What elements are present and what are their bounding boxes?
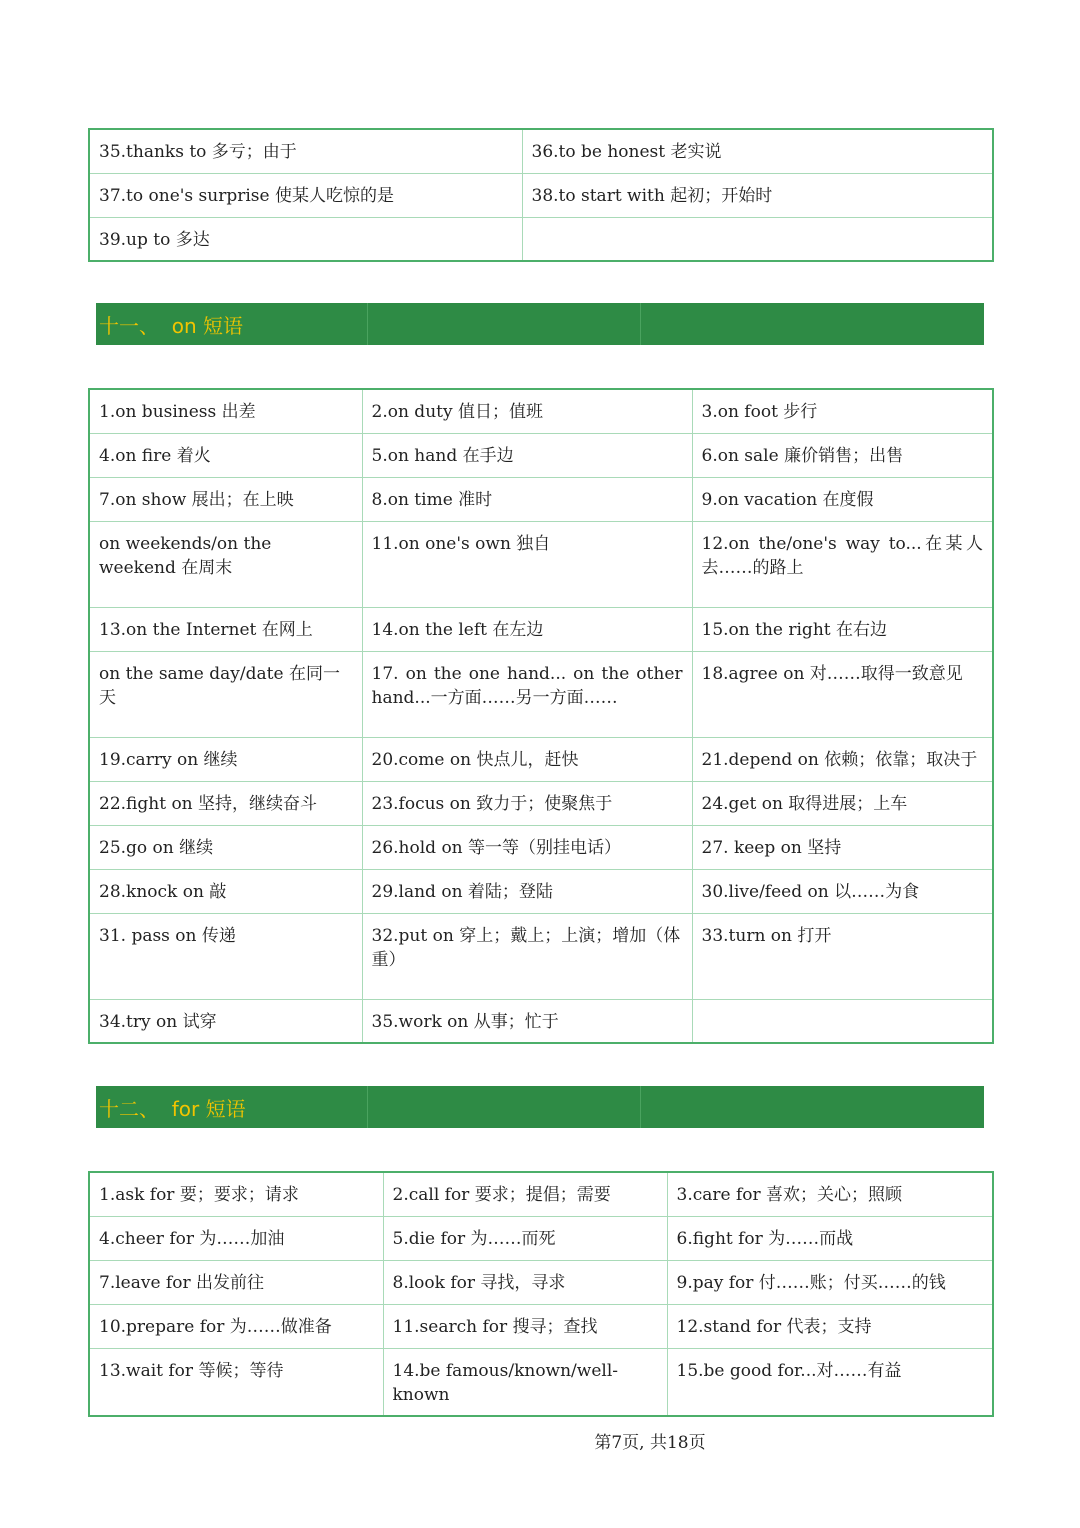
table-cell: 36.to be honest 老实说: [522, 129, 993, 173]
table-cell: 23.focus on 致力于；使聚焦于: [362, 781, 692, 825]
table-cell: 13.wait for 等候；等待: [89, 1348, 383, 1416]
table-cell: 22.fight on 坚持，继续奋斗: [89, 781, 362, 825]
table-cell: 1.on business 出差: [89, 389, 362, 433]
table-cell: 15.be good for...对……有益: [667, 1348, 993, 1416]
table-cell: 27. keep on 坚持: [692, 825, 993, 869]
table-cell: 38.to start with 起初；开始时: [522, 173, 993, 217]
table-cell: 9.pay for 付……账；付买……的钱: [667, 1260, 993, 1304]
table-cell: 37.to one's surprise 使某人吃惊的是: [89, 173, 522, 217]
table-cell: 24.get on 取得进展；上车: [692, 781, 993, 825]
table-cell: on weekends/on the weekend 在周末: [89, 521, 362, 607]
table-cell: 6.fight for 为……而战: [667, 1216, 993, 1260]
table-cell: 17. on the one hand... on the other hand...一方面……另一方面……: [362, 651, 692, 737]
table-cell: 29.land on 着陆；登陆: [362, 869, 692, 913]
table-cell: 10.prepare for 为……做准备: [89, 1304, 383, 1348]
section-title: 十一、 on 短语: [99, 313, 243, 338]
table-cell: 7.on show 展出；在上映: [89, 477, 362, 521]
table-cell: 33.turn on 打开: [692, 913, 993, 999]
table-cell: 14.be famous/known/well-known: [383, 1348, 667, 1416]
table-cell: 26.hold on 等一等（别挂电话）: [362, 825, 692, 869]
table-cell: on the same day/date 在同一天: [89, 651, 362, 737]
table-cell: 32.put on 穿上；戴上；上演；增加（体重）: [362, 913, 692, 999]
table-cell: 20.come on 快点儿，赶快: [362, 737, 692, 781]
table-cell: 35.thanks to 多亏；由于: [89, 129, 522, 173]
table-cell: 3.care for 喜欢；关心；照顾: [667, 1172, 993, 1216]
table-cell: 11.on one's own 独自: [362, 521, 692, 607]
table-cell: 12.stand for 代表；支持: [667, 1304, 993, 1348]
table-cell: 39.up to 多达: [89, 217, 522, 261]
table-cell: 2.on duty 值日；值班: [362, 389, 692, 433]
table-cell: 28.knock on 敲: [89, 869, 362, 913]
section-title: 十二、 for 短语: [99, 1096, 246, 1121]
table-cell: 13.on the Internet 在网上: [89, 607, 362, 651]
table-cell: 1.ask for 要；要求；请求: [89, 1172, 383, 1216]
table-cell: 4.on fire 着火: [89, 433, 362, 477]
table-cell: 8.look for 寻找，寻求: [383, 1260, 667, 1304]
table-cell: 15.on the right 在右边: [692, 607, 993, 651]
table-cell: 19.carry on 继续: [89, 737, 362, 781]
table-cell: 34.try on 试穿: [89, 999, 362, 1043]
table-cell: 7.leave for 出发前往: [89, 1260, 383, 1304]
table-cell: 30.live/feed on 以……为食: [692, 869, 993, 913]
table-cell: 5.die for 为……而死: [383, 1216, 667, 1260]
table-cell: 4.cheer for 为……加油: [89, 1216, 383, 1260]
table-cell: 3.on foot 步行: [692, 389, 993, 433]
table-cell: 8.on time 准时: [362, 477, 692, 521]
table-cell: 21.depend on 依赖；依靠；取决于: [692, 737, 993, 781]
table-cell: 14.on the left 在左边: [362, 607, 692, 651]
table-cell: 25.go on 继续: [89, 825, 362, 869]
page-number: 第7页, 共18页: [594, 1433, 706, 1453]
table-cell: 12.on the/one's way to...在某人去……的路上: [692, 521, 993, 607]
table-cell: 2.call for 要求；提倡；需要: [383, 1172, 667, 1216]
table-cell: 9.on vacation 在度假: [692, 477, 993, 521]
table-cell: 11.search for 搜寻；查找: [383, 1304, 667, 1348]
table-cell: 5.on hand 在手边: [362, 433, 692, 477]
table-cell: 35.work on 从事；忙于: [362, 999, 692, 1043]
table-cell: 31. pass on 传递: [89, 913, 362, 999]
table-cell: 18.agree on 对……取得一致意见: [692, 651, 993, 737]
table-cell: 6.on sale 廉价销售；出售: [692, 433, 993, 477]
